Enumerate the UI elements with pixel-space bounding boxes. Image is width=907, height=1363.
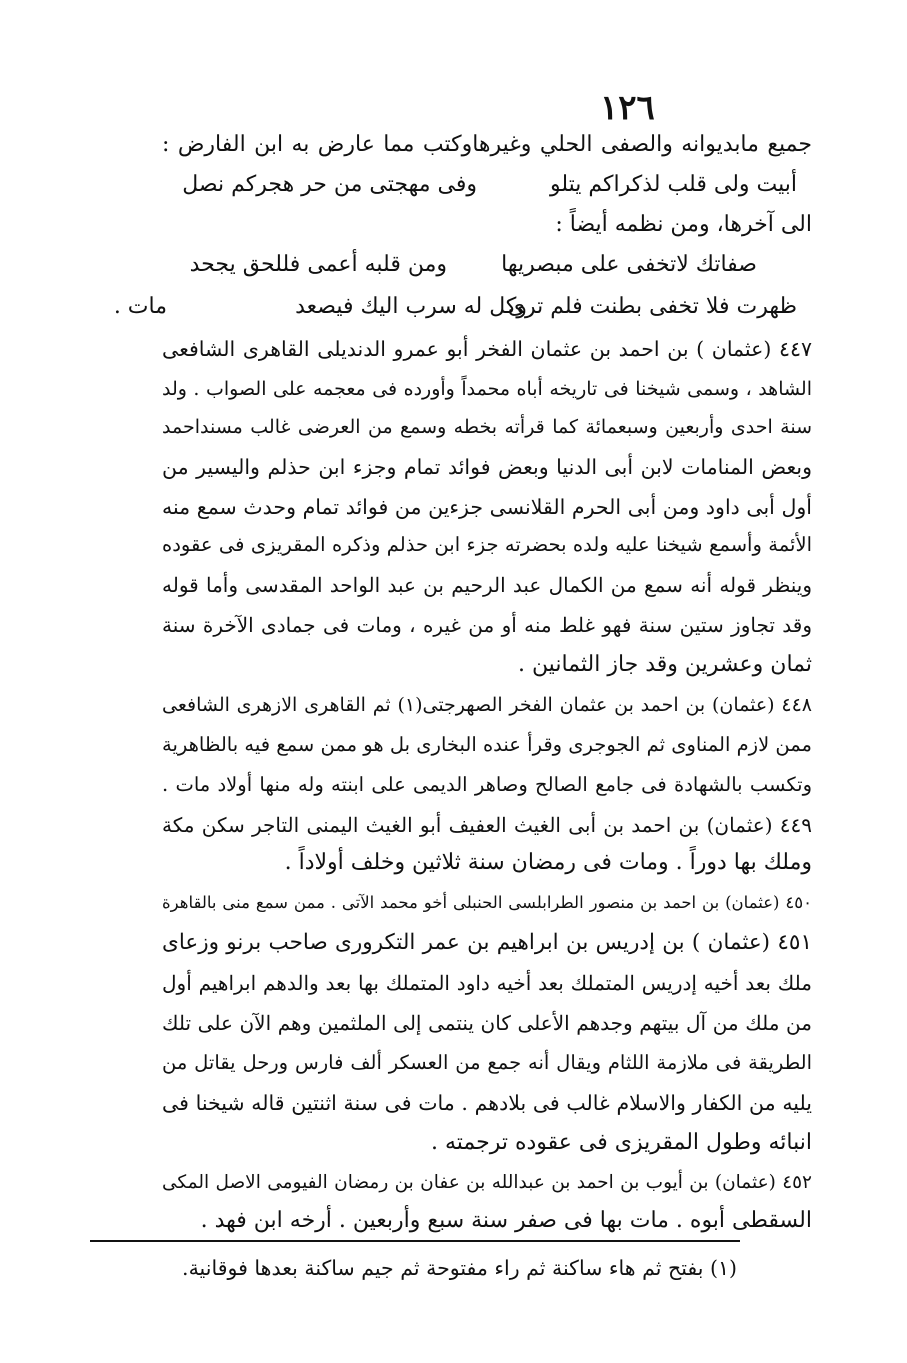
text-line: ملك بعد أخيه إدريس المتملك بعد أخيه داود المتملك بها بعد والدهم ابراهيم أول	[162, 971, 812, 995]
text-line: جميع مابديوانه والصفى الحلي وغيرهاوكتب مما عارض به ابن الفارض :	[162, 132, 812, 157]
text-line: ٤٤٧ (عثمان ) بن احمد بن عثمان الفخر أبو عمرو الدنديلى القاهرى الشافعى	[162, 337, 812, 361]
text-line: ٤٥١ (عثمان ) بن إدريس بن ابراهيم بن عمر التكرورى صاحب برنو وزعاى	[162, 930, 812, 955]
text-line: ٤٤٩ (عثمان) بن احمد بن أبى الغيث العفيف أبو الغيث اليمنى التاجر سكن مكة	[162, 813, 812, 837]
text-line: ثمان وعشرين وقد جاز الثمانين .	[517, 652, 812, 677]
text-line: السقطى أبوه . مات بها فى صفر سنة سبع وأربعين . أرخه ابن فهد .	[200, 1208, 812, 1233]
text-line: أول أبى داود ومن أبى الحرم القلانسى جزءين من فوائد تمام وحدث سمع منه	[162, 495, 812, 519]
verse-hemistich: ظهرت فلا تخفى بطنت فلم ترى	[507, 294, 797, 319]
text-line: ممن لازم المناوى ثم الجوجرى وقرأ عنده البخارى بل هو ممن سمع فيه بالظاهرية	[162, 733, 812, 756]
verse-hemistich: وفى مهجتى من حر هجركم نصل	[182, 172, 477, 197]
text-line: وملك بها دوراً . ومات فى رمضان سنة ثلاثين وخلف أولاداً .	[284, 850, 812, 875]
text-line: الى آخرها، ومن نظمه أيضاً :	[555, 212, 812, 237]
verse-end: مات .	[113, 294, 167, 319]
verse-hemistich: صفاتك لاتخفى على مبصريها	[501, 252, 757, 277]
text-line: وبعض المنامات لابن أبى الدنيا وبعض فوائد تمام وجزء ابن حذلم واليسير من	[162, 455, 812, 479]
page-number: ١٢٦	[600, 88, 655, 128]
text-line: ٤٥٠ (عثمان) بن احمد بن منصور الطرابلسى الحنبلى أخو محمد الآتى . ممن سمع منى بالقاهرة	[162, 893, 812, 912]
text-line: ٤٥٢ (عثمان) بن أيوب بن احمد بن عبدالله بن عفان بن رمضان الفيومى الاصل المكى	[162, 1172, 812, 1193]
text-line: الطريقة فى ملازمة اللثام ويقال أنه جمع من العسكر ألف فارس ورحل يقاتل من	[162, 1051, 812, 1074]
text-line: سنة احدى وأربعين وسبعمائة كما قرأته بخطه وسمع من العرضى غالب مسنداحمد	[162, 416, 812, 438]
text-line: الأئمة وأسمع شيخنا عليه ولده بحضرته جزء ابن حذلم وذكره المقريزى فى عقوده	[162, 533, 812, 556]
verse-hemistich: وكل له سرب اليك فيصعد	[295, 294, 527, 319]
footnote-divider	[90, 1240, 740, 1242]
text-line: الشاهد ، وسمى شيخنا فى تاريخه أباه محمداً وأورده فى معجمه على الصواب . ولد	[162, 378, 812, 400]
verse-hemistich: ومن قلبه أعمى فللحق يجحد	[189, 252, 447, 277]
text-line: وقد تجاوز ستين سنة فهو غلط منه أو من غيره ، ومات فى جمادى الآخرة سنة	[162, 613, 812, 637]
text-line: يليه من الكفار والاسلام غالب فى بلادهم . مات فى سنة اثنتين قاله شيخنا فى	[162, 1091, 812, 1115]
text-line: انبائه وطول المقريزى فى عقوده ترجمته .	[430, 1130, 812, 1155]
verse-hemistich: أبيت ولى قلب لذكراكم يتلو	[549, 172, 797, 197]
text-line: ٤٤٨ (عثمان) بن احمد بن عثمان الفخر الصهرجتى(١) ثم القاهرى الازهرى الشافعى	[162, 694, 812, 716]
text-line: وتكسب بالشهادة فى جامع الصالح وصاهر الديمى على ابنته وله منها أولاد مات .	[162, 773, 812, 796]
footnote: (١) بفتح ثم هاء ساكنة ثم راء مفتوحة ثم جيم ساكنة بعدها فوقانية.	[182, 1256, 737, 1280]
text-line: من ملك من آل بيتهم وجدهم الأعلى كان ينتمى إلى الملثمين وهم الآن على تلك	[162, 1011, 812, 1035]
text-line: وينظر قوله أنه سمع من الكمال عبد الرحيم بن عبد الواحد المقدسى وأما قوله	[162, 573, 812, 597]
